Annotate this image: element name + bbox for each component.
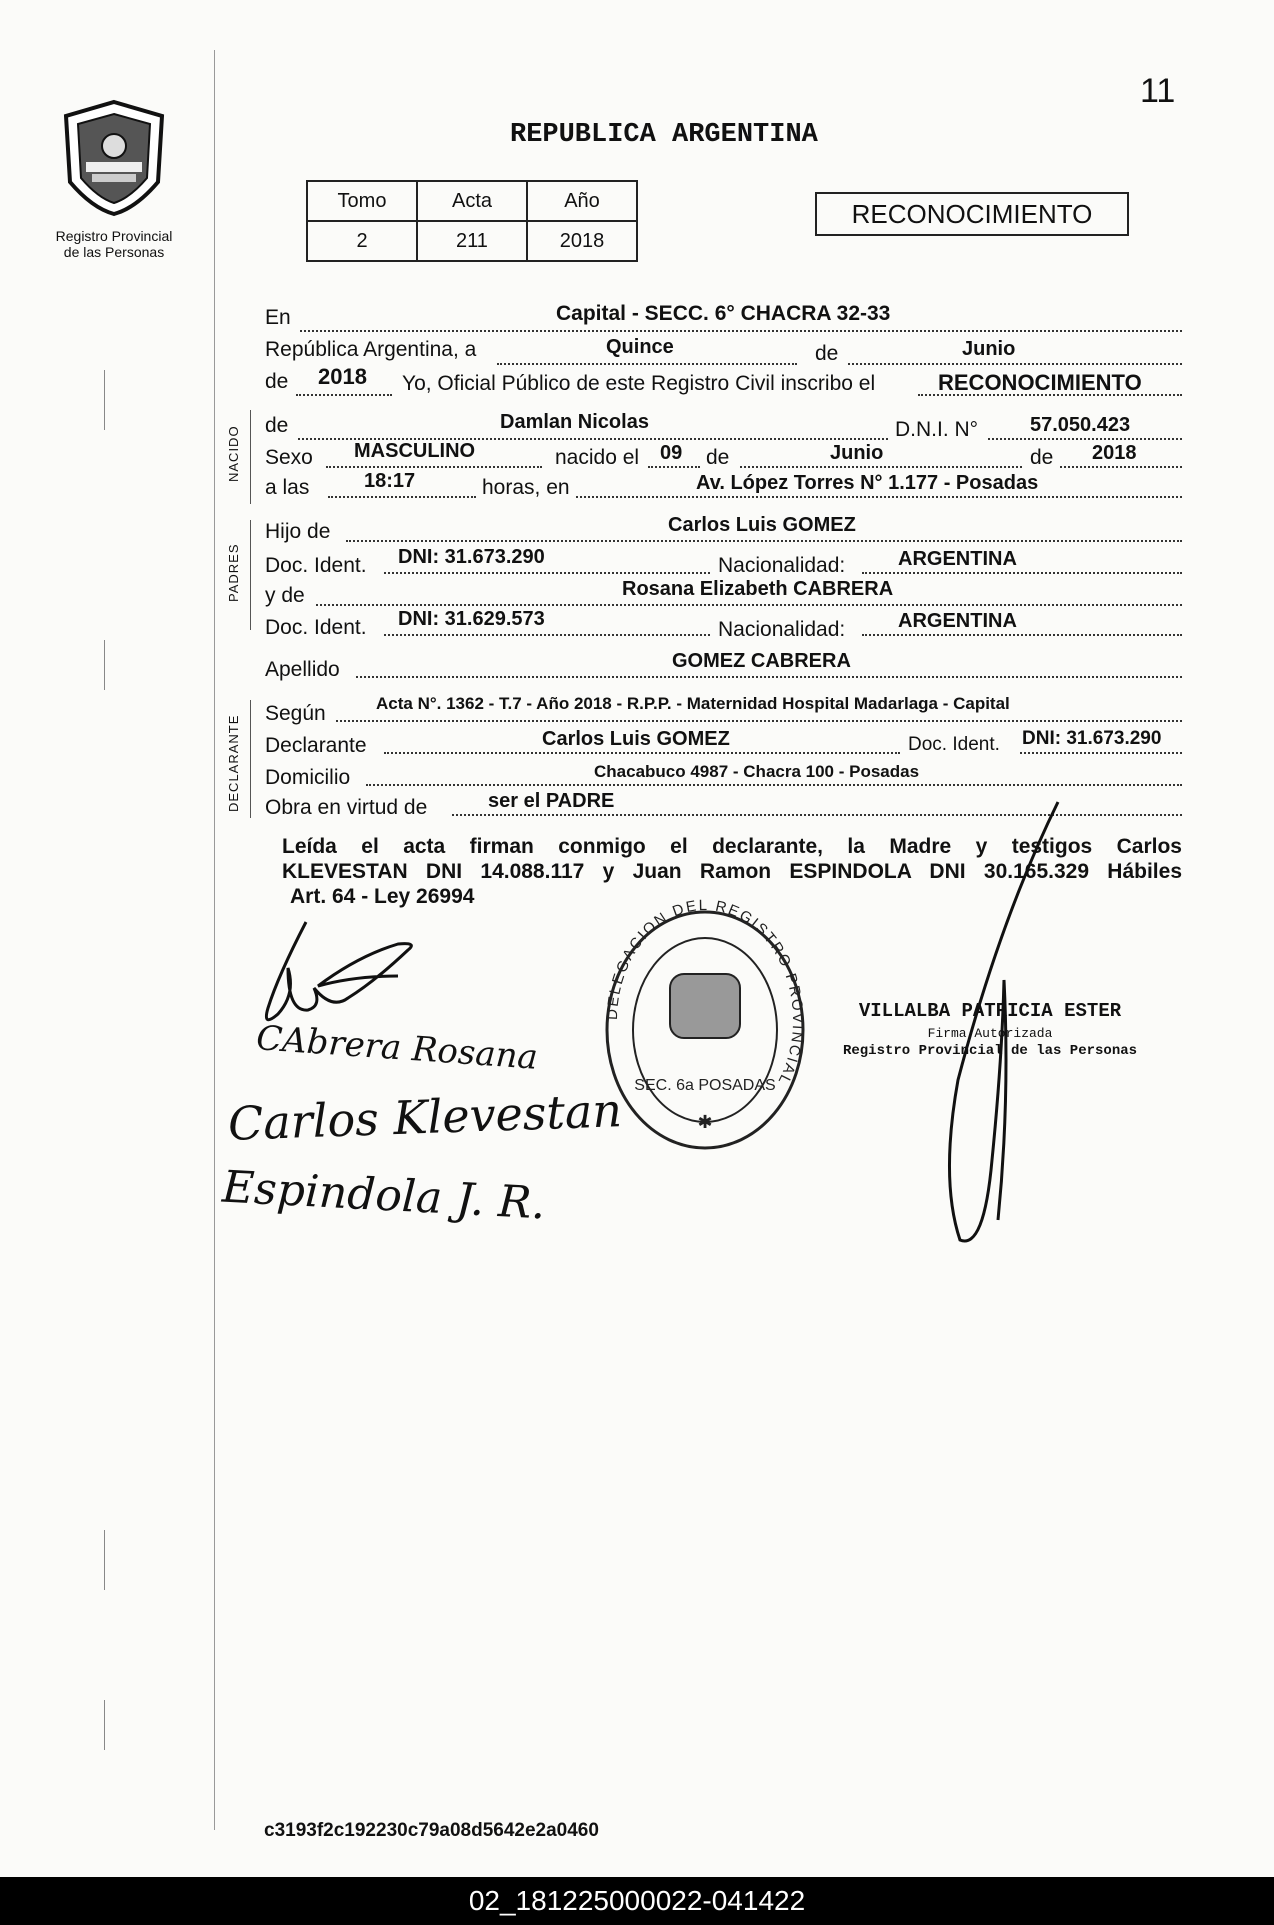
father-doc: DNI: 31.673.290 <box>398 546 545 568</box>
inscribe-value: RECONOCIMIENTO <box>938 370 1142 395</box>
left-guide-mark <box>104 640 105 690</box>
province-seal-logo <box>52 96 176 220</box>
apellido-value: GOMEZ CABRERA <box>672 650 851 672</box>
official-block <box>840 1000 1140 1059</box>
official-name: VILLALBA PATRICIA ESTER <box>858 1000 1122 1022</box>
mother-nat-label: Nacionalidad: <box>718 618 846 641</box>
closing-line-3: Art. 64 - Ley 26994 <box>290 885 475 908</box>
sexo-value: MASCULINO <box>354 440 476 462</box>
mother-nat-line <box>862 634 1182 636</box>
mother-signature: CAbrera Rosana <box>254 1018 540 1078</box>
mother-name-line <box>316 604 1182 606</box>
time-line <box>328 496 476 498</box>
mother-doc-line <box>384 634 710 636</box>
acta-value: 211 <box>417 221 527 261</box>
stamp-star-icon: ✱ <box>697 1112 713 1132</box>
en-line <box>300 330 1182 332</box>
obra-value: ser el PADRE <box>488 790 615 812</box>
dni-line <box>988 438 1182 440</box>
closing-line-2: KLEVESTAN DNI 14.088.117 y Juan Ramon ESPINDOLA DNI 30.165.329 Hábiles <box>282 860 1182 883</box>
col-header-tomo: Tomo <box>307 181 417 221</box>
logo-caption <box>36 228 192 260</box>
day-line <box>497 363 797 365</box>
left-guide-mark <box>104 1530 105 1590</box>
domicilio-value: Chacabuco 4987 - Chacra 100 - Posadas <box>594 762 920 781</box>
logo-caption-line2: de las Personas <box>63 244 165 260</box>
birth-year-line <box>1060 466 1182 468</box>
father-nationality: ARGENTINA <box>898 548 1017 570</box>
nacido-tag: NACIDO <box>226 425 241 482</box>
birth-year: 2018 <box>1092 442 1137 464</box>
declarante-label: Declarante <box>265 734 367 757</box>
birth-month-line <box>740 466 1022 468</box>
dni-label: D.N.I. N° <box>895 418 979 441</box>
registry-stamp <box>600 890 810 1150</box>
act-type-box: RECONOCIMIENTO <box>815 192 1129 236</box>
declarante-divider <box>250 700 251 818</box>
declarante-line <box>384 752 900 754</box>
hash-code: c3193f2c192230c79a08d5642e2a0460 <box>264 1820 599 1841</box>
declarante-value: Carlos Luis GOMEZ <box>542 728 730 750</box>
father-doc-line <box>384 572 710 574</box>
year-line <box>296 394 392 396</box>
declarante-doc: DNI: 31.673.290 <box>1022 728 1162 749</box>
yde-label: y de <box>265 584 305 607</box>
nacido-divider <box>250 410 251 504</box>
horas-label: horas, en <box>482 476 570 499</box>
witness1-signature: Carlos Klevestan <box>227 1083 623 1151</box>
birth-de-label: de <box>706 446 730 469</box>
birth-place: Av. López Torres N° 1.177 - Posadas <box>696 472 1039 494</box>
hijo-label: Hijo de <box>265 520 331 543</box>
child-name: Damlan Nicolas <box>500 411 649 433</box>
child-dni: 57.050.423 <box>1030 414 1131 436</box>
declarante-tag: DECLARANTE <box>226 714 241 812</box>
closing-line-1: Leída el acta firman conmigo el declarante, la Madre y testigos Carlos <box>282 835 1182 858</box>
declarante-doc-line <box>1020 752 1182 754</box>
footer-id-bar <box>0 1877 1274 1925</box>
mother-nationality: ARGENTINA <box>898 610 1017 632</box>
mother-name: Rosana Elizabeth CABRERA <box>622 578 894 600</box>
footer-id: 02_181225000022-041422 <box>468 1885 806 1916</box>
sexo-label: Sexo <box>265 446 313 469</box>
domicilio-label: Domicilio <box>265 766 351 789</box>
anio-value: 2018 <box>527 221 637 261</box>
birth-month: Junio <box>830 442 884 464</box>
republica-label: República Argentina, a <box>265 338 477 361</box>
padres-divider <box>250 520 251 630</box>
domicilio-line <box>366 784 1182 786</box>
month-value: Junio <box>962 338 1016 360</box>
official-office: Registro Provincial de las Personas <box>842 1043 1138 1059</box>
de2-label: de <box>265 370 289 393</box>
declarant-signature-scribble <box>248 916 428 1036</box>
left-guide-mark <box>104 1700 105 1750</box>
nacido-el-label: nacido el <box>555 446 640 469</box>
official-role: Firma Autorizada <box>927 1026 1053 1041</box>
country-title: REPUBLICA ARGENTINA <box>510 120 818 150</box>
tomo-value: 2 <box>307 221 417 261</box>
en-value: Capital - SECC. 6° CHACRA 32-33 <box>556 302 891 325</box>
place-line <box>576 496 1182 498</box>
nacido-de-label: de <box>265 414 289 437</box>
month-line <box>848 363 1182 365</box>
year-value: 2018 <box>318 364 367 389</box>
sexo-line <box>326 466 542 468</box>
day-value: Quince <box>606 336 674 358</box>
father-name: Carlos Luis GOMEZ <box>668 514 856 536</box>
obra-label: Obra en virtud de <box>265 796 428 819</box>
stamp-center-text: SEC. 6a POSADAS <box>634 1077 776 1094</box>
father-nat-label: Nacionalidad: <box>718 554 846 577</box>
birth-day-line <box>648 466 700 468</box>
oficial-text: Yo, Oficial Público de este Registro Civil inscribo el <box>402 372 876 395</box>
padres-tag: PADRES <box>226 543 241 602</box>
mother-doc: DNI: 31.629.573 <box>398 608 545 630</box>
margin-rule <box>214 50 215 1830</box>
apellido-label: Apellido <box>265 658 340 681</box>
alas-label: a las <box>265 476 310 499</box>
logo-caption-line1: Registro Provincial <box>55 228 173 244</box>
segun-line <box>336 720 1182 722</box>
book-reference-table <box>306 180 638 262</box>
stamp-ring-text: DELEGACION DEL REGISTRO PROVINCIAL <box>603 896 807 1089</box>
de-label: de <box>815 342 839 365</box>
declarante-doc-label: Doc. Ident. <box>908 734 1000 755</box>
page-number: 11 <box>1140 72 1176 110</box>
mother-doc-label: Doc. Ident. <box>265 616 367 639</box>
apellido-line <box>356 676 1182 678</box>
segun-value: Acta N°. 1362 - T.7 - Año 2018 - R.P.P. - Maternidad Hospital Madarlaga - Capital <box>376 694 1010 713</box>
segun-label: Según <box>265 702 326 725</box>
father-nat-line <box>862 572 1182 574</box>
father-name-line <box>346 540 1182 542</box>
birth-day: 09 <box>660 442 683 464</box>
witness2-signature: Espindola J. R. <box>220 1161 547 1230</box>
col-header-anio: Año <box>527 181 637 221</box>
en-label: En <box>265 306 291 329</box>
col-header-acta: Acta <box>417 181 527 221</box>
birth-time: 18:17 <box>364 470 416 492</box>
father-doc-label: Doc. Ident. <box>265 554 367 577</box>
left-guide-mark <box>104 370 105 430</box>
birth-de2-label: de <box>1030 446 1054 469</box>
